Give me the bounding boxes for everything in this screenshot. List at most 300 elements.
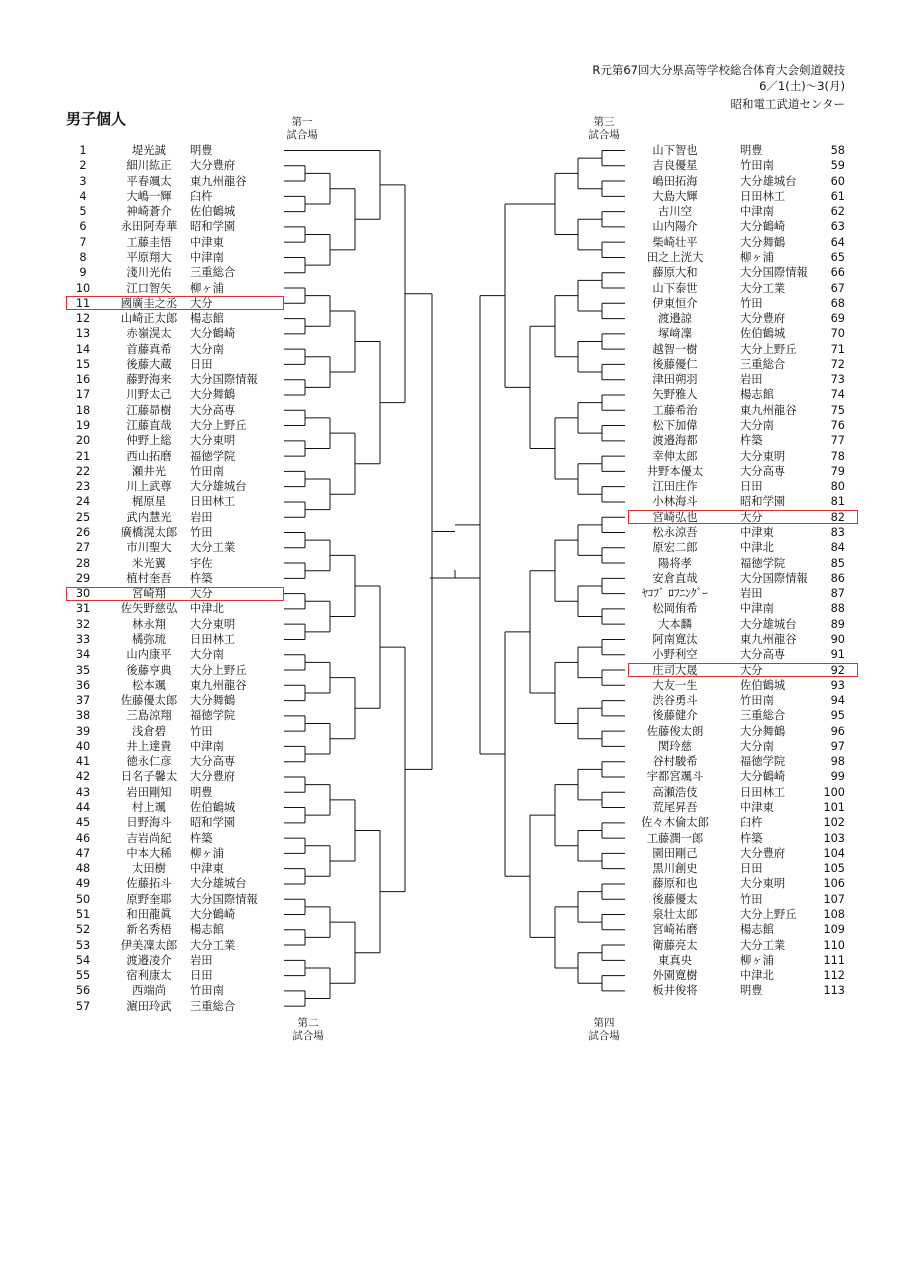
entry-name: 藤原大和 — [652, 266, 698, 280]
entry-number: 39 — [75, 724, 91, 738]
entry-name: 松本颯 — [132, 678, 166, 692]
entry-number: 53 — [75, 938, 91, 952]
entry-number: 92 — [830, 663, 845, 677]
entry-school: 日田林工 — [740, 785, 786, 799]
entry-number: 13 — [75, 327, 91, 341]
entry-name: 渡邉海都 — [652, 434, 698, 448]
entry-school: 大分鶴崎 — [190, 908, 236, 921]
entry-school: 大分上野丘 — [190, 419, 247, 433]
entry-name: 津田朔羽 — [652, 373, 698, 387]
entry-school: 中津東 — [190, 862, 224, 876]
entry-name: 渋谷勇斗 — [652, 694, 698, 708]
entry-number: 46 — [75, 831, 91, 845]
entry-school: 大分国際情報 — [740, 571, 808, 585]
entry-number: 5 — [79, 205, 87, 219]
entry-school: 佐伯鶴城 — [190, 205, 236, 219]
entry-name: 中本大稀 — [126, 846, 172, 860]
entry-school: 日田林工 — [190, 495, 236, 509]
entry-name: 井野本優太 — [646, 464, 704, 478]
venue-4-line1: 第四 — [593, 1017, 615, 1029]
entry-name: 原野奎耶 — [126, 892, 172, 906]
entry-number: 26 — [75, 526, 91, 539]
entry-school: 中津南 — [740, 602, 774, 616]
entry-name: 植村奎吾 — [126, 571, 172, 585]
entry-number: 82 — [830, 510, 845, 524]
entry-school: 大分高専 — [740, 648, 786, 662]
entry-number: 84 — [830, 541, 845, 555]
entry-name: 安倉直哉 — [652, 571, 698, 585]
entry-school: 東九州龍谷 — [190, 174, 247, 188]
entry-number: 109 — [823, 923, 845, 937]
entry-school: 臼杵 — [740, 816, 763, 830]
entry-number: 42 — [75, 770, 91, 784]
entry-name: 堤光誠 — [132, 144, 166, 157]
tournament-venue: 昭和電工武道センター — [730, 97, 845, 111]
entry-number: 71 — [830, 342, 845, 356]
entry-school: 大分上野丘 — [740, 908, 797, 921]
entry-school: 福徳学院 — [740, 556, 786, 570]
entry-number: 97 — [830, 739, 845, 753]
entry-school: 明豊 — [190, 785, 213, 799]
entry-school: 大分工業 — [740, 938, 786, 952]
entry-name: 松永涼吾 — [652, 526, 698, 539]
venue-1-line1: 第一 — [291, 116, 313, 128]
entry-school: 日田 — [190, 357, 213, 371]
entry-name: 後藤大蔵 — [126, 357, 172, 371]
entry-name: 江口智矢 — [126, 281, 172, 295]
entry-number: 62 — [830, 205, 845, 219]
entry-name: 庄司大晟 — [652, 663, 698, 677]
entry-name: 山崎正太郎 — [120, 312, 178, 326]
entry-name: 陽将孝 — [658, 556, 692, 570]
entry-school: 岩田 — [740, 373, 763, 387]
entry-number: 111 — [823, 953, 845, 967]
entry-school: 大分舞鶴 — [740, 235, 786, 249]
entry-school: 中津東 — [190, 235, 224, 249]
entry-number: 88 — [830, 602, 845, 616]
entry-number: 34 — [75, 648, 91, 662]
entry-name: 阿南寛汰 — [652, 632, 698, 646]
entry-number: 64 — [830, 235, 845, 249]
category-title: 男子個人 — [66, 110, 127, 128]
entry-school: 杵築 — [740, 434, 763, 448]
entry-number: 30 — [75, 587, 91, 601]
entry-school: 昭和学園 — [190, 220, 236, 234]
entry-number: 60 — [830, 174, 845, 188]
entry-name: 原宏二郎 — [652, 541, 698, 555]
entry-number: 108 — [823, 908, 845, 921]
entry-school: 大分国際情報 — [190, 373, 258, 387]
entry-number: 98 — [830, 755, 845, 769]
entry-name: 田之上洸大 — [646, 250, 704, 264]
entry-name: 和田龍眞 — [126, 908, 172, 921]
entry-school: 福徳学院 — [190, 449, 236, 463]
entry-school: 日田 — [740, 480, 763, 494]
entry-name: 米光翼 — [132, 556, 166, 570]
entry-school: 佐伯鶴城 — [740, 678, 786, 692]
entry-school: 大分南 — [190, 342, 224, 356]
entry-number: 22 — [75, 464, 91, 478]
entry-school: 佐伯鶴城 — [740, 327, 786, 341]
entry-name: 佐矢野慈弘 — [120, 602, 178, 616]
entry-school: 楊志館 — [190, 923, 224, 937]
entry-school: 大分南 — [740, 419, 774, 433]
entry-name: 日名子馨太 — [120, 770, 178, 784]
entry-name: 山下智也 — [652, 144, 698, 157]
entry-number: 59 — [830, 159, 845, 173]
entry-number: 16 — [75, 373, 91, 387]
entry-school: 大分鶴崎 — [190, 327, 236, 341]
entry-number: 83 — [830, 526, 845, 539]
entry-name: 浅倉碧 — [132, 724, 166, 738]
entry-school: 大分舞鶴 — [190, 694, 236, 708]
venue-4-line2: 試合場 — [588, 1030, 620, 1042]
entry-school: 大分鶴崎 — [740, 220, 786, 234]
entry-number: 44 — [75, 801, 91, 815]
entry-number: 96 — [830, 724, 845, 738]
entry-name: 松岡侑希 — [652, 602, 698, 616]
entry-school: 大分工業 — [740, 281, 786, 295]
entry-school: 竹田 — [740, 892, 763, 906]
entry-name: 梶原星 — [132, 495, 166, 509]
entry-number: 48 — [75, 862, 91, 876]
entry-number: 8 — [79, 250, 87, 264]
entry-number: 66 — [830, 266, 845, 280]
entry-name: 藤野海来 — [126, 373, 172, 387]
entry-name: 後藤健介 — [652, 709, 698, 723]
entry-number: 72 — [830, 357, 845, 371]
entry-school: 竹田 — [190, 724, 213, 738]
entry-name: 宮崎祐磨 — [652, 923, 698, 937]
entry-school: 大分東明 — [190, 434, 236, 448]
entry-name: ﾔｺﾌﾞ ﾛﾌﾆﾝｸﾞｰ — [642, 587, 708, 601]
entry-number: 20 — [75, 434, 91, 448]
entry-name: 川野太己 — [126, 388, 172, 402]
entry-name: 松下加偉 — [652, 419, 698, 433]
entry-name: 矢野雅人 — [652, 388, 698, 402]
entry-name: 赤嶺滉太 — [126, 327, 172, 341]
entry-school: 大分高専 — [190, 403, 236, 417]
entry-name: 後藤優太 — [652, 892, 698, 906]
entry-number: 3 — [79, 174, 87, 188]
entry-school: 大分東明 — [190, 617, 236, 631]
entry-number: 58 — [830, 144, 845, 157]
entry-number: 47 — [75, 846, 91, 860]
entry-name: 吉岩尚紀 — [126, 831, 172, 845]
entry-name: 佐藤拓斗 — [126, 877, 172, 891]
entry-number: 106 — [823, 877, 845, 891]
entry-number: 103 — [823, 831, 845, 845]
venue-3-line1: 第三 — [593, 116, 615, 128]
entry-number: 24 — [75, 495, 91, 509]
entry-school: 日田林工 — [740, 189, 786, 203]
entry-school: 竹田南 — [740, 694, 774, 708]
entry-number: 99 — [830, 770, 845, 784]
entry-number: 18 — [75, 403, 91, 417]
entry-school: 昭和学園 — [740, 495, 786, 509]
entry-school: 中津南 — [190, 250, 224, 264]
entry-number: 104 — [823, 846, 845, 860]
entry-school: 大分雄城台 — [740, 617, 797, 631]
entry-name: 江藤昴樹 — [126, 403, 172, 417]
entry-name: 淺川光佑 — [126, 266, 172, 280]
entry-school: 竹田 — [190, 526, 213, 539]
entry-school: 中津東 — [740, 526, 774, 539]
entry-number: 52 — [75, 923, 91, 937]
entry-name: 大友一生 — [652, 678, 698, 692]
entry-school: 大分東明 — [740, 877, 786, 891]
entry-number: 32 — [75, 617, 91, 631]
entry-name: 徳永仁彦 — [126, 755, 172, 769]
entry-number: 78 — [830, 449, 845, 463]
entry-number: 38 — [75, 709, 91, 723]
entry-name: 山内康平 — [126, 648, 172, 662]
entry-name: 山下泰世 — [652, 281, 698, 295]
entry-school: 中津北 — [740, 969, 774, 983]
entry-number: 80 — [830, 480, 845, 494]
entry-school: 三重総合 — [740, 709, 786, 723]
entry-school: 佐伯鶴城 — [190, 801, 236, 815]
entry-name: 瀬井光 — [132, 464, 166, 478]
entry-name: 江田庄作 — [652, 480, 698, 494]
entry-number: 94 — [830, 694, 845, 708]
entry-name: 廣橋滉太郎 — [120, 526, 178, 539]
entry-name: 平原翔大 — [126, 250, 172, 264]
entry-school: 大分工業 — [190, 541, 236, 555]
entry-school: 大分 — [740, 510, 763, 524]
entry-school: 大分国際情報 — [740, 266, 808, 280]
entry-school: 大分鶴崎 — [740, 770, 786, 784]
entry-name: 嶋田拓海 — [652, 174, 698, 188]
entry-number: 6 — [79, 220, 87, 234]
entry-school: 竹田南 — [190, 984, 224, 998]
entry-name: 渡邉諒 — [658, 312, 692, 326]
entry-name: 太田樹 — [132, 862, 166, 876]
entry-school: 大分雄城台 — [190, 480, 247, 494]
entry-number: 14 — [75, 342, 91, 356]
entry-school: 東九州龍谷 — [190, 678, 247, 692]
entry-school: 楊志館 — [740, 923, 774, 937]
venue-3-line2: 試合場 — [588, 129, 620, 141]
entry-number: 1 — [79, 144, 87, 157]
entry-school: 大分国際情報 — [190, 892, 258, 906]
entry-name: 板井俊将 — [652, 984, 698, 998]
entry-school: 竹田 — [740, 296, 763, 310]
entry-number: 29 — [75, 571, 91, 585]
entry-number: 25 — [75, 510, 91, 524]
entry-number: 17 — [75, 388, 91, 402]
entry-school: 大分舞鶴 — [190, 388, 236, 402]
entry-name: 井上達貴 — [126, 739, 172, 753]
entry-number: 33 — [75, 632, 91, 646]
entry-number: 36 — [75, 678, 91, 692]
entry-school: 柳ヶ浦 — [190, 281, 224, 295]
entry-number: 10 — [75, 281, 91, 295]
entry-name: 武内慧光 — [126, 510, 172, 524]
entry-number: 57 — [75, 999, 91, 1013]
entry-name: 泉壮太郎 — [652, 908, 698, 921]
entry-name: 林永翔 — [132, 617, 166, 631]
entry-number: 41 — [75, 755, 91, 769]
entry-name: 小林海斗 — [652, 495, 698, 509]
entry-number: 95 — [830, 709, 845, 723]
entry-number: 61 — [830, 189, 845, 203]
entry-number: 101 — [823, 801, 845, 815]
entry-name: 外園寛樹 — [652, 969, 698, 983]
entry-name: 渡邉凌介 — [126, 953, 172, 967]
entry-school: 日田 — [740, 862, 763, 876]
entry-number: 93 — [830, 678, 845, 692]
entry-school: 中津南 — [740, 205, 774, 219]
venue-2-line1: 第二 — [297, 1017, 319, 1029]
entry-school: 中津北 — [190, 602, 224, 616]
entry-name: 岩田剛知 — [126, 785, 172, 799]
entry-number: 49 — [75, 877, 91, 891]
entry-number: 87 — [830, 587, 845, 601]
entry-number: 112 — [823, 969, 845, 983]
entry-name: 伊美凜太郎 — [120, 938, 178, 952]
entry-school: 中津南 — [190, 739, 224, 753]
entry-name: 黒川創史 — [652, 862, 698, 876]
entry-number: 105 — [823, 862, 845, 876]
tournament-dates: 6／1(土)～3(月) — [759, 79, 845, 93]
entry-school: 宇佐 — [190, 556, 213, 570]
entry-number: 73 — [830, 373, 845, 387]
entry-school: 柳ヶ浦 — [740, 250, 774, 264]
entry-school: 楊志館 — [190, 312, 224, 326]
entry-number: 12 — [75, 312, 91, 326]
entry-name: 谷村駿希 — [652, 755, 698, 769]
entry-number: 55 — [75, 969, 91, 983]
entry-name: 小野利空 — [652, 648, 698, 662]
entry-name: 伊東恒介 — [652, 296, 698, 310]
entry-name: 佐々木倫太郎 — [641, 816, 709, 830]
entry-number: 77 — [830, 434, 845, 448]
entry-school: 昭和学園 — [190, 816, 236, 830]
entry-number: 63 — [830, 220, 845, 234]
entry-number: 102 — [823, 816, 845, 830]
entry-school: 楊志館 — [740, 388, 774, 402]
entry-name: 越智一樹 — [652, 342, 698, 356]
entry-school: 柳ヶ浦 — [190, 846, 224, 860]
entry-number: 50 — [75, 892, 91, 906]
entry-name: 橘弥琉 — [132, 632, 166, 646]
entry-number: 76 — [830, 419, 845, 433]
entry-school: 大分舞鶴 — [740, 724, 786, 738]
entry-number: 2 — [79, 159, 87, 173]
entry-name: 日野海斗 — [126, 816, 172, 830]
entry-number: 54 — [75, 953, 91, 967]
entry-name: 神崎蒼介 — [126, 205, 172, 219]
entry-school: 大分 — [740, 663, 763, 677]
entry-number: 74 — [830, 388, 845, 402]
entry-number: 69 — [830, 312, 845, 326]
entry-school: 中津北 — [740, 541, 774, 555]
entry-number: 28 — [75, 556, 91, 570]
entry-school: 大分豊府 — [740, 846, 786, 860]
entry-name: 宮崎翔 — [132, 587, 166, 601]
entry-number: 110 — [823, 938, 845, 952]
entry-name: 塚﨑凜 — [658, 327, 692, 341]
entry-number: 15 — [75, 357, 91, 371]
entry-school: 三重総合 — [740, 357, 786, 371]
entry-name: 首藤真希 — [126, 342, 172, 356]
entry-school: 三重総合 — [190, 266, 236, 280]
entry-name: 衛藤亮太 — [652, 938, 698, 952]
venue-2-line2: 試合場 — [292, 1030, 324, 1042]
entry-number: 56 — [75, 984, 91, 998]
entry-name: 佐藤俊太朗 — [646, 724, 704, 738]
entry-number: 113 — [823, 984, 845, 998]
entry-number: 37 — [75, 694, 91, 708]
entry-name: 三島涼翔 — [126, 709, 172, 723]
entry-school: 大分工業 — [190, 938, 236, 952]
entry-school: 中津東 — [740, 801, 774, 815]
entry-name: 國廣圭之丞 — [120, 296, 178, 310]
entry-name: 工藤圭悟 — [126, 235, 172, 249]
entry-school: 大分東明 — [740, 449, 786, 463]
entry-number: 68 — [830, 296, 845, 310]
entry-number: 7 — [79, 235, 87, 249]
entry-name: 柴崎壮平 — [652, 235, 698, 249]
entry-school: 大分 — [190, 587, 213, 601]
entry-name: 大本麟 — [658, 617, 692, 631]
tournament-title: R元第67回大分県高等学校総合体育大会剣道競技 — [592, 63, 845, 77]
entry-name: 西山拓磨 — [126, 449, 172, 463]
entry-school: 大分 — [190, 296, 213, 310]
entry-number: 81 — [830, 495, 845, 509]
entry-number: 79 — [830, 464, 845, 478]
entry-school: 福徳学院 — [740, 755, 786, 769]
entry-name: 宇都宮颯斗 — [646, 770, 704, 784]
entry-number: 86 — [830, 571, 845, 585]
entry-school: 竹田南 — [740, 159, 774, 173]
entry-school: 大分高専 — [190, 755, 236, 769]
entry-name: 仲野上総 — [126, 434, 172, 448]
entry-number: 107 — [823, 892, 845, 906]
entry-number: 27 — [75, 541, 91, 555]
entry-number: 90 — [830, 632, 845, 646]
entry-school: 大分豊府 — [190, 159, 236, 173]
entry-name: 川上武尊 — [126, 480, 172, 494]
entry-school: 大分高専 — [740, 464, 786, 478]
entry-number: 65 — [830, 250, 845, 264]
venue-1-line2: 試合場 — [286, 129, 318, 141]
entry-school: 大分豊府 — [190, 770, 236, 784]
entry-name: 細川紘正 — [126, 159, 172, 173]
entry-name: 西端尚 — [132, 984, 166, 998]
entry-name: 園田剛己 — [652, 846, 698, 860]
entry-name: 宿利康太 — [126, 969, 172, 983]
entry-number: 45 — [75, 816, 91, 830]
entry-school: 大分上野丘 — [190, 663, 247, 677]
entry-name: 佐藤優太郎 — [120, 694, 178, 708]
entry-name: 藤原和也 — [652, 877, 698, 891]
entry-name: 工藤潤一郎 — [646, 831, 704, 845]
entry-number: 9 — [79, 266, 87, 280]
entry-number: 89 — [830, 617, 845, 631]
entry-name: 永田阿寿華 — [120, 220, 178, 234]
entry-school: 日田林工 — [190, 632, 236, 646]
entry-name: 新名秀梧 — [126, 923, 172, 937]
entry-number: 19 — [75, 419, 91, 433]
entry-name: 関玲慈 — [658, 739, 692, 753]
entry-school: 東九州龍谷 — [740, 403, 797, 417]
entry-school: 明豊 — [740, 144, 763, 157]
entry-school: 大分南 — [190, 648, 224, 662]
entry-name: 宮崎弘也 — [652, 510, 698, 524]
entry-school: 日田 — [190, 969, 213, 983]
